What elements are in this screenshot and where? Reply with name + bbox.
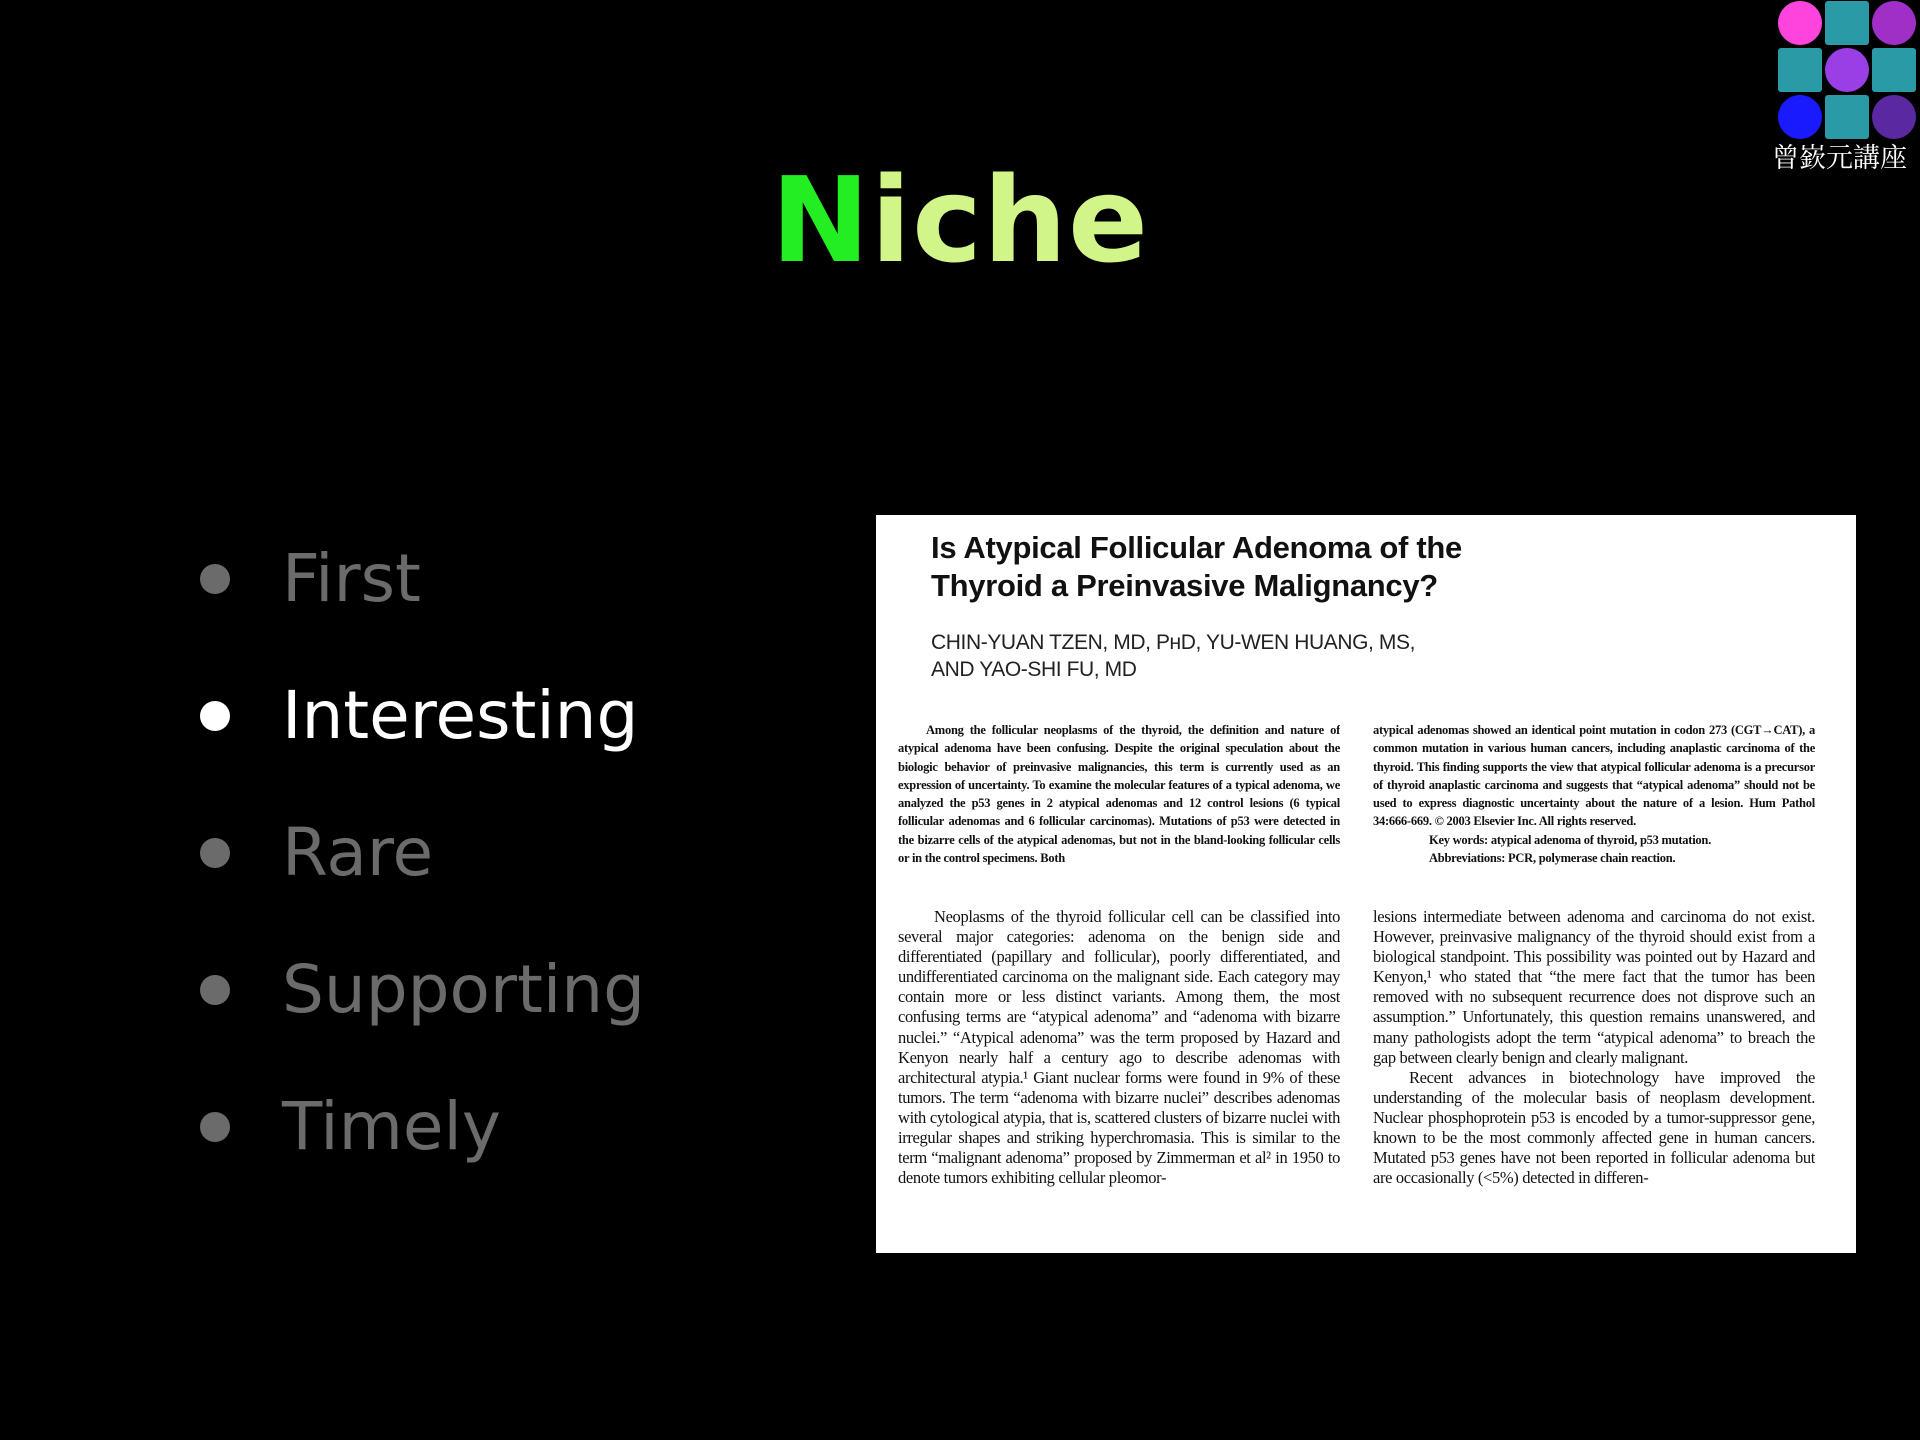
slide-title-rest: iche [870, 151, 1150, 289]
paper-authors [931, 629, 1691, 683]
slide-title-initial: N [770, 151, 871, 289]
body-paragraph: Neoplasms of the thyroid follicular cell can be classified into several major categories: adenoma on the benign side and differentiated (papillary and follicular), poorly differentiated, and undifferentiated carcinoma on the malignant side. Each category may contain more or less distinct variants. Among them, the most confusing terms are “atypical adenoma” and “adenoma with bizarre nuclei.” “Atypical adenoma” was the term proposed by Hazard and Kenyon nearly half a century ago to describe adenomas with architectural atypia.¹ Giant nuclear forms were found in 9% of these tumors. The term “adenoma with bizarre nuclei” describes adenomas with cytological atypia, that is, scattered clusters of bizarre nuclei with irregular shapes and striking hyperchromasia. This is similar to the term “malignant adenoma” proposed by Zimmerman et al² in 1950 to denote tumors exhibiting cellular pleomor- [898, 907, 1340, 1188]
paper-title [931, 529, 1691, 605]
bullet-label: First [282, 540, 421, 617]
bullet-item-supporting [200, 921, 645, 1058]
slide-title [0, 150, 1920, 290]
abstract-left-column [898, 721, 1340, 893]
body-right-column [1373, 907, 1815, 1253]
lecture-logo [1772, 0, 1920, 174]
logo-tile-purple-circle [1872, 95, 1916, 139]
bullet-label: Interesting [282, 677, 639, 754]
body-left-column [898, 907, 1340, 1253]
abstract-text: Among the follicular neoplasms of the thyroid, the definition and nature of atypical adenoma have been confusing. Despite the original speculation about the biologic behavior of preinvasive malignancies, this term is currently used as an expression of uncertainty. To examine the molecular features of a typical adenoma, we analyzed the p53 genes in 2 atypical adenomas and 12 control lesions (6 typical follicular adenomas and 6 follicular carcinomas). Mutations of p53 were detected in the bizarre cells of the atypical adenomas, but not in the bland-looking follicular cells or in the control specimens. Both [898, 723, 1340, 866]
key-words: Key words: atypical adenoma of thyroid, p53 mutation. [1429, 832, 1712, 847]
paper-excerpt [876, 515, 1856, 1253]
logo-tile-teal-square [1825, 95, 1869, 139]
bullet-item-timely [200, 1058, 645, 1195]
bullet-label: Timely [282, 1088, 501, 1165]
logo-tile-teal-square [1872, 48, 1916, 92]
bullet-item-interesting [200, 647, 645, 784]
bullet-dot [200, 838, 230, 868]
abstract-right-column [1373, 721, 1815, 893]
paper-title-line: Is Atypical Follicular Adenoma of the [931, 530, 1462, 565]
logo-tile-magenta-circle [1778, 1, 1822, 45]
bullet-list [200, 510, 645, 1195]
bullet-dot [200, 564, 230, 594]
logo-caption: 曾嶔元講座 [1772, 143, 1907, 174]
paper-authors-line: CHIN-YUAN TZEN, MD, PʜD, YU-WEN HUANG, MS, [931, 631, 1416, 654]
abstract-text: atypical adenomas showed an identical point mutation in codon 273 (CGT→CAT), a common mutation in various human cancers, including anaplastic carcinoma of the thyroid. This finding supports the view that atypical follicular adenoma is a precursor of thyroid anaplastic carcinoma and suggests that “atypical adenoma” should not be used to express diagnostic uncertainty about the nature of a lesion. Hum Pathol 34:666-669. © 2003 Elsevier Inc. All rights reserved. [1373, 723, 1815, 829]
bullet-label: Supporting [282, 951, 645, 1028]
abbreviations: Abbreviations: PCR, polymerase chain reaction. [1429, 851, 1676, 866]
bullet-item-rare [200, 784, 645, 921]
logo-tile-teal-square [1825, 1, 1869, 45]
body-paragraph: Recent advances in biotechnology have improved the understanding of the molecular basis of neoplasm development. Nuclear phosphoprotein p53 is encoded by a tumor-suppressor gene, known to be the most commonly affected gene in human cancers. Mutated p53 genes have not been reported in follicular adenoma but are occasionally (<5%) detected in differen- [1373, 1067, 1815, 1188]
logo-tile-teal-square [1778, 48, 1822, 92]
bullet-dot [200, 1112, 230, 1142]
bullet-label: Rare [282, 814, 434, 891]
bullet-item-first [200, 510, 645, 647]
logo-tile-violet-circle [1872, 1, 1916, 45]
paper-title-line: Thyroid a Preinvasive Malignancy? [931, 568, 1438, 603]
logo-tile-violet-circle [1825, 48, 1869, 92]
paper-authors-line: AND YAO-SHI FU, MD [931, 658, 1137, 681]
bullet-dot [200, 701, 230, 731]
logo-tile-blue-circle [1778, 95, 1822, 139]
logo-tile-grid [1775, 0, 1920, 140]
body-paragraph: lesions intermediate between adenoma and carcinoma do not exist. However, preinvasive malignancy of the thyroid should exist from a biological standpoint. This possibility was pointed out by Hazard and Kenyon,¹ who stated that “the mere fact that the tumor has been removed with no subsequent recurrence does not disprove such an assumption.” Unfortunately, this question remains unanswered, and many pathologists adopt the term “atypical adenoma” to breach the gap between clearly benign and clearly malignant. [1373, 907, 1815, 1067]
bullet-dot [200, 975, 230, 1005]
